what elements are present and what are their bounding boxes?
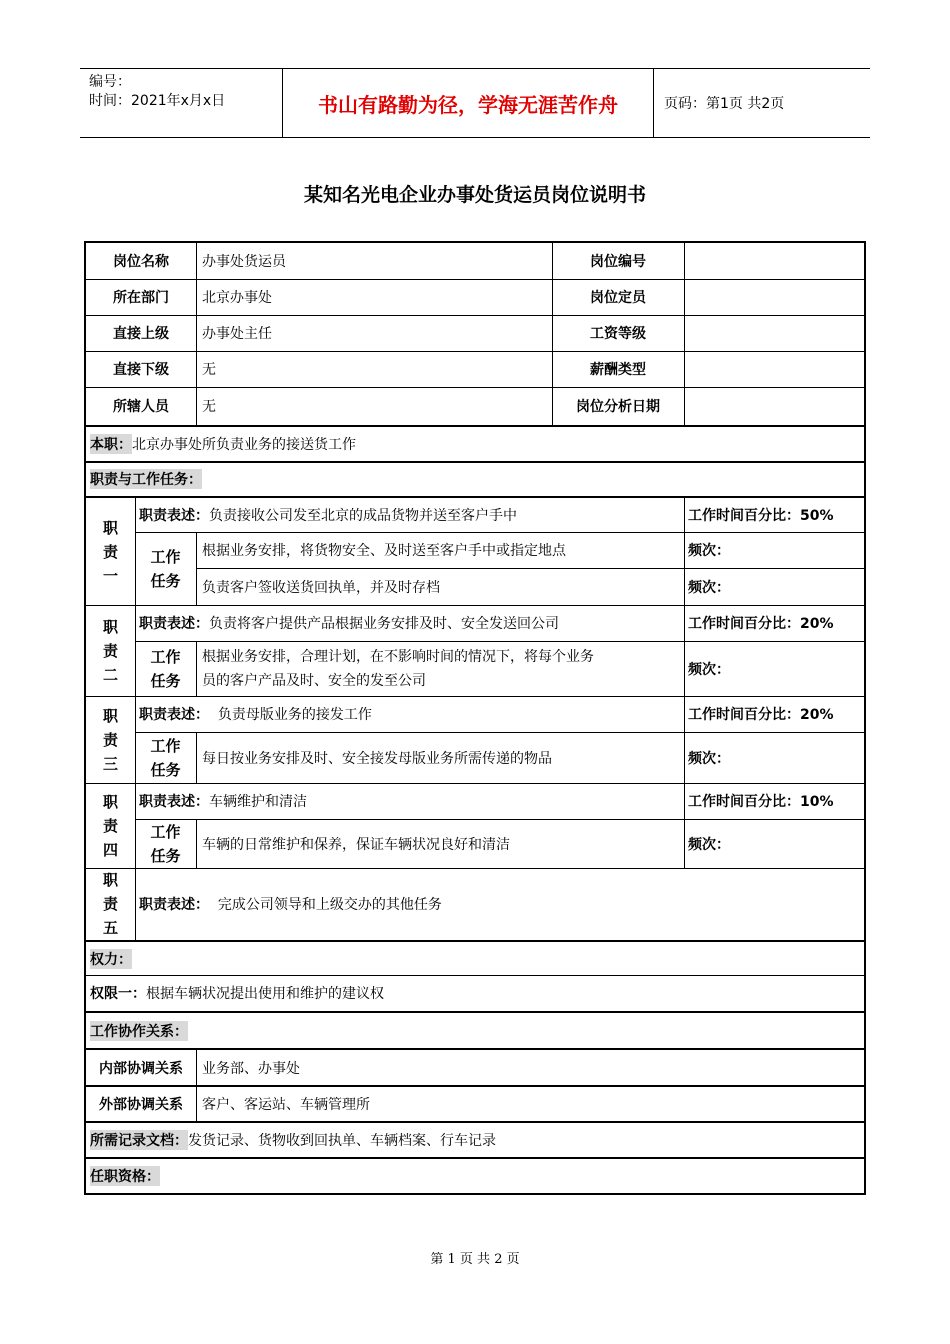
resp-3-task-freq: 频次： (688, 750, 730, 767)
collab-header (86, 1013, 864, 1048)
label-staff: 所辖人员 (113, 399, 169, 415)
responsibilities-header (86, 463, 864, 495)
value-position-name: 办事处货运员 (202, 254, 286, 270)
label-salary-grade: 工资等级 (590, 326, 646, 342)
resp-4-char-2: 责 (102, 816, 118, 835)
value-staff: 无 (202, 399, 216, 415)
page-footer: 第 1 页 共 2 页 (430, 1252, 520, 1267)
external-label: 外部协调关系 (99, 1097, 183, 1113)
resp-3-char-3: 三 (102, 754, 118, 773)
responsibilities-label: 职责与工作任务： (90, 469, 202, 489)
resp-2-char-3: 二 (102, 665, 118, 684)
resp-2-task-line-2: 员的客户产品及时、安全的发至公司 (202, 672, 426, 689)
resp-2-task-line-1: 根据业务安排，合理计划，在不影响时间的情况下，将每个业务 (202, 648, 594, 665)
power-item-label: 权限一： (90, 986, 146, 1002)
resp-3-desc (135, 696, 684, 732)
page-header (80, 68, 870, 138)
resp-1-label (86, 498, 135, 605)
value-salary-grade (684, 315, 864, 351)
duty-row (86, 427, 864, 461)
resp-4-label (86, 783, 135, 868)
duty-label: 本职： (90, 434, 132, 454)
resp-1-task-2: 负责客户签收送货回执单，并及时存档 (202, 579, 440, 596)
power-label: 权力： (90, 949, 132, 969)
power-header (86, 942, 864, 975)
divider (684, 498, 685, 868)
resp-4-pct: 工作时间百分比：10% (688, 794, 834, 810)
resp-2-desc-text: 负责将客户提供产品根据业务安排及时、安全发送回公司 (209, 616, 559, 632)
resp-2-task-label (135, 641, 196, 696)
resp-3-task: 每日按业务安排及时、安全接发母版业务所需传递的物品 (202, 750, 552, 767)
resp-4-task: 车辆的日常维护和保养，保证车辆状况良好和清洁 (202, 836, 510, 853)
resp-4-desc-text: 车辆维护和清洁 (209, 794, 307, 810)
resp-1-desc (135, 498, 684, 532)
value-pay-type (684, 351, 864, 387)
resp-5-char-3: 五 (102, 919, 118, 937)
label-subordinate: 直接下级 (113, 362, 169, 378)
value-supervisor: 办事处主任 (202, 326, 272, 342)
power-item-text: 根据车辆状况提出使用和维护的建议权 (146, 986, 384, 1002)
internal-label: 内部协调关系 (99, 1060, 183, 1077)
duty-text: 北京办事处所负责业务的接送货工作 (132, 437, 356, 453)
value-headcount (684, 279, 864, 315)
task-label-line-2: 任务 (150, 571, 181, 590)
task-label-line-2: 任务 (150, 671, 181, 690)
resp-3-char-2: 责 (102, 730, 118, 749)
resp-5-char-1: 职 (102, 871, 118, 889)
external-value: 客户、客运站、车辆管理所 (202, 1097, 370, 1113)
resp-1-task-2-freq: 频次： (688, 579, 730, 596)
label-analysis-date: 岗位分析日期 (576, 399, 660, 415)
resp-3-desc-text: 负责母版业务的接发工作 (209, 707, 372, 723)
resp-4-char-1: 职 (102, 792, 118, 811)
resp-3-desc-label: 职责表述： (139, 707, 209, 723)
label-department: 所在部门 (113, 290, 169, 306)
job-description-form (84, 241, 866, 1195)
resp-4-char-3: 四 (102, 840, 118, 859)
task-label-line-1: 工作 (150, 647, 181, 666)
resp-5-desc-label: 职责表述： (139, 897, 209, 913)
label-position-code: 岗位编号 (590, 254, 646, 270)
resp-5-char-2: 责 (102, 895, 118, 913)
resp-1-char-2: 责 (102, 542, 118, 561)
document-date: 时间：2021年x月x日 (89, 93, 226, 109)
header-page-number: 页码：第1页 共2页 (664, 96, 785, 112)
qualification-label: 任职资格： (90, 1166, 160, 1186)
resp-2-pct: 工作时间百分比：20% (688, 616, 834, 632)
records-row (86, 1123, 864, 1157)
task-label-line-2: 任务 (150, 846, 181, 865)
resp-2-desc-label: 职责表述： (139, 616, 209, 632)
collab-label: 工作协作关系： (90, 1021, 188, 1041)
value-position-code (684, 243, 864, 279)
resp-4-task-label (135, 819, 196, 868)
internal-value: 业务部、办事处 (202, 1060, 300, 1077)
resp-2-task (196, 641, 684, 696)
resp-2-char-2: 责 (102, 641, 118, 660)
resp-3-task-label (135, 732, 196, 783)
label-headcount: 岗位定员 (590, 290, 646, 306)
resp-3-pct: 工作时间百分比：20% (688, 707, 834, 723)
task-label-line-1: 工作 (150, 822, 181, 841)
resp-5-label (86, 868, 135, 940)
resp-4-task-freq: 频次： (688, 836, 730, 853)
header-meta (80, 69, 282, 137)
resp-4-desc-label: 职责表述： (139, 794, 209, 810)
task-label-line-1: 工作 (150, 736, 181, 755)
records-label: 所需记录文档： (90, 1130, 188, 1150)
resp-1-desc-text: 负责接收公司发至北京的成品货物并送至客户手中 (209, 508, 517, 524)
resp-2-char-1: 职 (102, 617, 118, 636)
label-pay-type: 薪酬类型 (590, 362, 646, 378)
value-subordinate: 无 (202, 362, 216, 378)
power-item-1 (86, 976, 864, 1010)
label-supervisor: 直接上级 (113, 326, 169, 342)
qualification-row (86, 1159, 864, 1193)
resp-1-desc-label: 职责表述： (139, 508, 209, 524)
resp-1-task-1: 根据业务安排，将货物安全、及时送至客户手中或指定地点 (202, 543, 566, 559)
resp-1-task-label (135, 532, 196, 605)
resp-3-label (86, 696, 135, 783)
resp-5-desc-text: 完成公司领导和上级交办的其他任务 (209, 897, 442, 913)
resp-4-desc (135, 783, 684, 819)
value-analysis-date (684, 387, 864, 425)
resp-1-char-1: 职 (102, 518, 118, 537)
label-position-name: 岗位名称 (113, 254, 169, 270)
task-label-line-1: 工作 (150, 547, 181, 566)
value-department: 北京办事处 (202, 290, 272, 306)
resp-5-desc (135, 868, 864, 940)
resp-3-char-1: 职 (102, 706, 118, 725)
resp-2-desc (135, 605, 684, 641)
header-motto: 书山有路勤为径，学海无涯苦作舟 (282, 69, 654, 137)
resp-1-task-1-freq: 频次： (688, 543, 730, 559)
document-number-label: 编号： (89, 74, 131, 90)
resp-2-label (86, 605, 135, 696)
task-label-line-2: 任务 (150, 760, 181, 779)
resp-2-task-freq: 频次： (688, 661, 730, 678)
document-title: 某知名光电企业办事处货运员岗位说明书 (303, 184, 646, 206)
resp-1-char-3: 一 (102, 566, 118, 585)
records-text: 发货记录、货物收到回执单、车辆档案、行车记录 (188, 1133, 496, 1149)
resp-1-pct: 工作时间百分比：50% (688, 508, 834, 524)
